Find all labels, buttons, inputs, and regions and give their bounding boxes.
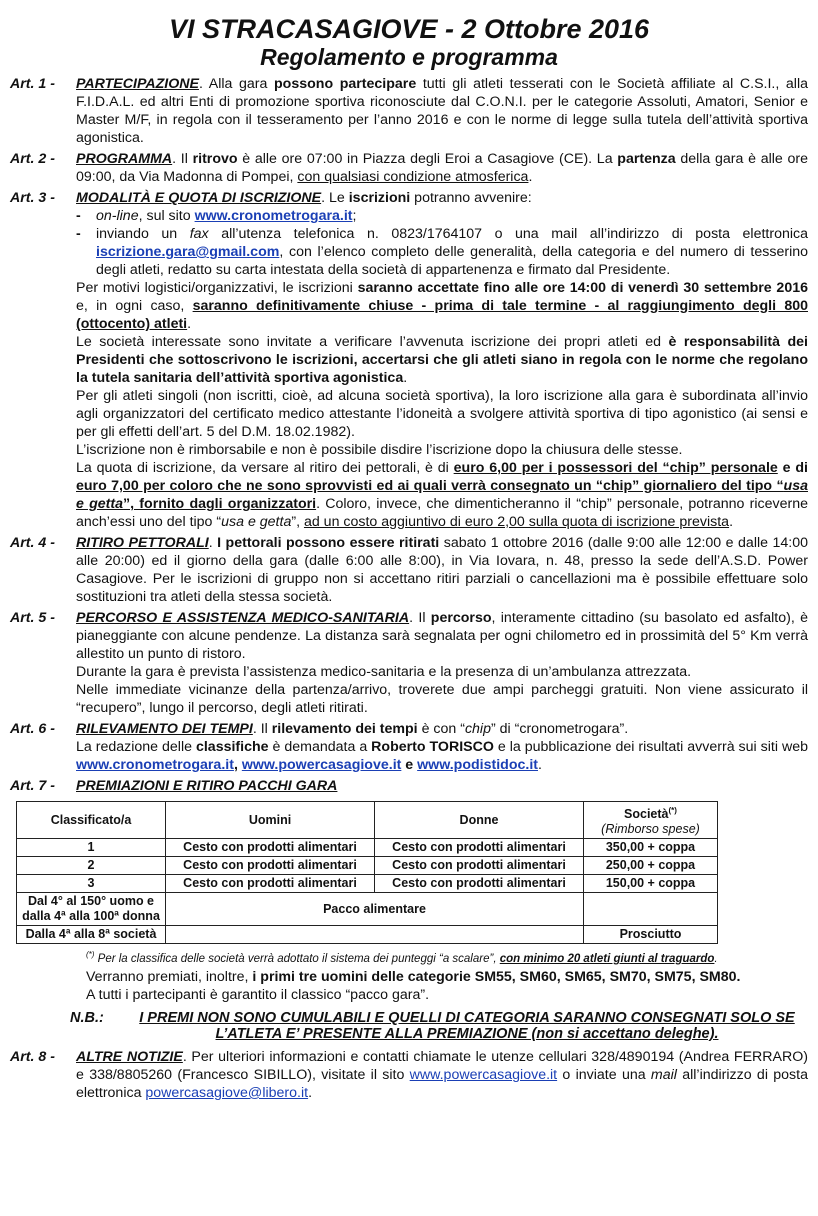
cell-prize: Pacco alimentare <box>166 893 584 926</box>
text: La redazione delle <box>76 739 196 755</box>
cell-donne: Cesto con prodotti alimentari <box>375 839 584 857</box>
text: . Il <box>409 610 431 626</box>
text: . Alla gara <box>198 76 274 92</box>
text-italic: chip <box>464 721 491 737</box>
article-number: Art. 7 - <box>10 778 55 794</box>
text-bold: ritrovo <box>192 151 238 167</box>
text-italic: fax <box>189 226 209 242</box>
article-body <box>76 189 808 531</box>
footnote-marker: (*) <box>86 950 95 960</box>
text-bold-underline: saranno definitivamente chiuse - prima di tale termine - al raggiungimento degli 800 (ottocento) atleti <box>76 298 808 332</box>
paragraph: Nelle immediate vicinanze della partenza/arrivo, troverete due ampi parcheggi gratuiti. Non viene assicurato il “recupero”, lungo il percorso, degli atleti ritirati. <box>76 682 808 716</box>
article-heading: RILEVAMENTO DEI TEMPI <box>76 721 253 737</box>
text: . <box>308 1084 313 1101</box>
table-row <box>17 875 718 893</box>
article-number: Art. 2 - <box>10 151 55 167</box>
text: . Le <box>321 190 349 206</box>
article-number: Art. 6 - <box>10 721 55 737</box>
text: . <box>714 1025 719 1042</box>
article-heading: PERCORSO E ASSISTENZA MEDICO-SANITARIA <box>76 610 410 626</box>
cell-pos: 1 <box>17 839 166 857</box>
text: e, in ogni caso, <box>76 298 193 314</box>
cell-pos: 3 <box>17 875 166 893</box>
footnote-marker: (*) <box>668 806 677 815</box>
article-8 <box>10 1048 808 1102</box>
cell-pos: Dalla 4ª alla 8ª società <box>17 926 166 944</box>
text: e la pubblicazione dei risultati avverrà sui siti web <box>493 739 808 755</box>
text: . <box>714 952 718 965</box>
text-italic: on-line <box>96 208 139 224</box>
article-number: Art. 8 - <box>10 1048 55 1065</box>
cell-empty <box>584 893 718 926</box>
text: all’utenza telefonica n. 0823/1764107 o una mail all’indirizzo di posta elettronica <box>208 226 808 242</box>
text: . Coloro, invece, che dimenticheranno il “chip” personale, potranno riceverne anch’essi uno del tipo “ <box>76 496 808 530</box>
text: La quota di iscrizione, da versare al ritiro dei pettorali, è di <box>76 460 454 476</box>
table-footnote <box>86 946 808 968</box>
header-societa-label: Società <box>624 807 669 822</box>
table-row <box>17 839 718 857</box>
text: è con “ <box>417 721 465 737</box>
article-body <box>76 1048 808 1102</box>
powercasagiove-site-link[interactable]: www.powercasagiove.it <box>409 1066 558 1083</box>
text-bold: è responsabilità dei Presidenti che sottoscrivono le iscrizioni, accertarsi che gli atleti siano in regola con le norme che regolano la tutela sanitaria dell’attività sportiva agonistica <box>76 334 808 386</box>
registration-email-link[interactable]: iscrizione.gara@gmail.com <box>96 244 280 260</box>
text-italic: usa e getta <box>221 514 292 530</box>
article-6 <box>10 720 808 774</box>
article-number: Art. 1 - <box>10 76 55 92</box>
text: Le società interessate sono invitate a verificare l’avvenuta iscrizione dei propri atleti ed <box>76 334 669 350</box>
text: è demandata a <box>268 739 372 755</box>
text-bold: iscrizioni <box>348 190 411 206</box>
contact-email-link[interactable]: powercasagiove@libero.it <box>145 1084 309 1101</box>
text: tutti gli atleti tesserati con le Società affiliate al C.S.I., alla F.I.D.A.L. ed altri Enti di promozione sportiva riconosciute dal C.O.N.I. per le categorie Assoluti, Amatori, Senior e Master M/F, in regola con il tesseramento per l’anno 2016 e con le norme di legge sulla tutela dell’attività sportiva agonistica. <box>76 76 808 146</box>
text-bold: saranno accettate fino alle ore 14:00 di venerdì 30 settembre 2016 <box>357 280 808 296</box>
text: , <box>233 757 242 773</box>
text: ” di “cronometrogara”. <box>490 721 629 737</box>
table-row <box>17 926 718 944</box>
article-3 <box>10 189 808 531</box>
text-bold-underline: con minimo 20 atleti giunti al traguardo <box>499 952 715 965</box>
text: è alle ore 07:00 in Piazza degli Eroi a Casagiove (CE). La <box>237 151 618 167</box>
text-bold: rilevamento dei tempi <box>271 721 418 737</box>
article-body <box>76 75 808 147</box>
cell-societa: 350,00 + coppa <box>584 839 718 857</box>
article-body <box>76 150 808 186</box>
article-1 <box>10 75 808 147</box>
cell-empty <box>166 926 584 944</box>
text: ; <box>352 208 357 224</box>
paragraph: A tutti i partecipanti è garantito il classico “pacco gara”. <box>86 986 430 1003</box>
text: o inviate una <box>557 1066 651 1083</box>
cell-pos: Dal 4° al 150° uomo e dalla 4ª alla 100ª donna <box>17 893 166 926</box>
article-heading: RITIRO PETTORALI <box>76 535 209 551</box>
cell-uomini: Cesto con prodotti alimentari <box>166 857 375 875</box>
cell-pos: 2 <box>17 857 166 875</box>
page-title: VI STRACASAGIOVE - 2 Ottobre 2016 <box>168 14 650 44</box>
list-item <box>76 225 808 279</box>
nb-text <box>126 1010 808 1042</box>
cell-donne: Cesto con prodotti alimentari <box>375 875 584 893</box>
header-societa <box>584 802 718 839</box>
text: , interamente cittadino (su basolato ed asfalto), è pianeggiante con alcune pendenze. La distanza sarà segnalata per ogni chilometro ed in prossimità del 5° Km verrà allestito un punto di ristoro. <box>76 610 808 662</box>
article-number: Art. 4 - <box>10 535 55 551</box>
text: . <box>208 535 218 551</box>
text: . <box>403 370 408 386</box>
text: ”, <box>291 514 304 530</box>
page-subtitle: Regolamento e programma <box>260 44 558 70</box>
text-underline: ad un costo aggiuntivo di euro 2,00 sulla quota di iscrizione prevista <box>303 514 730 530</box>
header-donne: Donne <box>375 802 584 839</box>
article-number: Art. 3 - <box>10 190 55 206</box>
article-5 <box>10 609 808 717</box>
article-heading: ALTRE NOTIZIE <box>76 1048 183 1065</box>
article-body <box>76 609 808 717</box>
text: , con l’elenco completo delle generalità, della categoria e del numero di tesserino degli atleti, redatto su carta intestata della società di appartenenza e firmato dal Presidente. <box>96 244 808 278</box>
table-row <box>17 893 718 926</box>
text-bold-underline: ”, fornito dagli organizzatori <box>123 496 317 512</box>
nb-note <box>70 1010 808 1042</box>
text-bold: I pettorali possono essere ritirati <box>217 535 440 551</box>
text-bold: percorso <box>430 610 492 626</box>
text: . Il <box>252 721 272 737</box>
text: . <box>538 757 542 773</box>
text-bold: possono partecipare <box>274 76 417 92</box>
text-bold: e di <box>777 460 808 476</box>
paragraph: L’iscrizione non è rimborsabile e non è possibile disdire l’iscrizione dopo la chiusura delle stesse. <box>76 442 683 458</box>
article-2 <box>10 150 808 186</box>
cell-prize: Prosciutto <box>584 926 718 944</box>
paragraph: Per gli atleti singoli (non iscritti, cioè, ad alcuna società sportiva), la loro iscrizione alla gara è subordinata all’invio agli organizzatori del certificato medico attestante l’idoneità a svolgere attività sportiva di tipo agonistico (ai sensi e per gli effetti dell’art. 5 del D.M. 18.02.1982). <box>76 388 808 440</box>
article-body <box>76 534 808 606</box>
text: , sul sito <box>138 208 195 224</box>
header-classificato: Classificato/a <box>17 802 166 839</box>
cell-societa: 250,00 + coppa <box>584 857 718 875</box>
text-bold-underline: euro 6,00 per i possessori del “chip” personale <box>453 460 778 476</box>
cell-societa: 150,00 + coppa <box>584 875 718 893</box>
text: . Il <box>172 151 193 167</box>
text: sabato 1 ottobre 2016 (dalle 9:00 alle 12:00 e dalle 14:00 alle 20:00) ed il giorno della gara (dalle 6:00 alle 8:00), in Via Iovara, n. 48, presso la sede dell’A.S.D. Power Casagiove. Per le iscrizioni di gruppo non si accettano ritiri parziali o cancellazioni ma è possibile effettuare solo sostituzioni tra atleti della stessa società. <box>76 535 809 605</box>
text: . Per ulteriori informazioni e contatti chiamate le utenze cellulari 328/4890194 (Andrea FERRARO) e 338/8805260 (Francesco SIBILLO), visitate il sito <box>76 1048 808 1083</box>
cronometrogara-link[interactable]: www.cronometrogara.it <box>194 208 353 224</box>
text-italic: mail <box>650 1066 677 1083</box>
article-heading: MODALITÀ E QUOTA DI ISCRIZIONE <box>76 190 322 206</box>
paragraph: Durante la gara è prevista l’assistenza medico-sanitaria e la presenza di un’ambulanza attrezzata. <box>76 664 692 680</box>
text: Per la classifica delle società verrà adottato il sistema dei punteggi “a scalare”, <box>94 952 500 965</box>
list-item <box>76 207 808 225</box>
article-heading: PREMIAZIONI E RITIRO PACCHI GARA <box>76 778 338 794</box>
prize-table <box>16 801 718 944</box>
header-uomini: Uomini <box>166 802 375 839</box>
text: Per motivi logistici/organizzativi, le iscrizioni <box>76 280 358 296</box>
registration-methods-list <box>76 207 808 279</box>
powercasagiove-results-link[interactable]: www.powercasagiove.it <box>241 757 402 773</box>
cronometrogara-results-link[interactable]: www.cronometrogara.it <box>76 757 234 773</box>
cell-donne: Cesto con prodotti alimentari <box>375 857 584 875</box>
article-heading: PARTECIPAZIONE <box>76 76 199 92</box>
text-bold: partenza <box>617 151 676 167</box>
text: . <box>187 316 192 332</box>
nb-label: N.B.: <box>70 1009 104 1026</box>
text: all’indirizzo di posta elettronica <box>76 1066 808 1101</box>
text: . <box>729 514 734 530</box>
podistidoc-results-link[interactable]: www.podistidoc.it <box>417 757 538 773</box>
text: . <box>528 169 533 185</box>
table-header-row <box>17 802 718 839</box>
text: e <box>401 757 418 773</box>
article-heading: PROGRAMMA <box>76 151 173 167</box>
article-4 <box>10 534 808 606</box>
cell-uomini: Cesto con prodotti alimentari <box>166 875 375 893</box>
text: I PREMI NON SONO CUMULABILI E QUELLI DI CATEGORIA SARANNO CONSEGNATI SOLO SE L’ATLETA E’ PRESENTE ALLA PREMIAZIONE (non si accettano deleghe) <box>139 1009 795 1042</box>
text-bold: classifiche <box>195 739 269 755</box>
article-body <box>76 720 808 774</box>
text: della gara è alle ore 09:00, da Via Madonna di Pompei, <box>76 151 809 185</box>
text: Verranno premiati, inoltre, <box>86 968 253 985</box>
text: inviando un <box>96 226 190 242</box>
table-row <box>17 857 718 875</box>
cell-uomini: Cesto con prodotti alimentari <box>166 839 375 857</box>
header-societa-sub: (Rimborso spese) <box>601 822 700 837</box>
text-bold-underline: euro 7,00 per coloro che ne sono sprovvisti ed ai quali verrà consegnato un “chip” giornaliero del tipo “ <box>76 478 784 494</box>
article-body <box>76 777 808 795</box>
text: potranno avvenire: <box>410 190 532 206</box>
text-bold: Roberto TORISCO <box>371 739 494 755</box>
text-bold-underline-italic: usa e getta <box>76 478 808 512</box>
article-7 <box>10 777 808 795</box>
article-number: Art. 5 - <box>10 610 55 626</box>
text-underline: con qualsiasi condizione atmosferica <box>297 169 529 185</box>
text-bold: i primi tre uomini delle categorie SM55, SM60, SM65, SM70, SM75, SM80. <box>252 968 741 985</box>
article-7-notes <box>86 946 808 1004</box>
